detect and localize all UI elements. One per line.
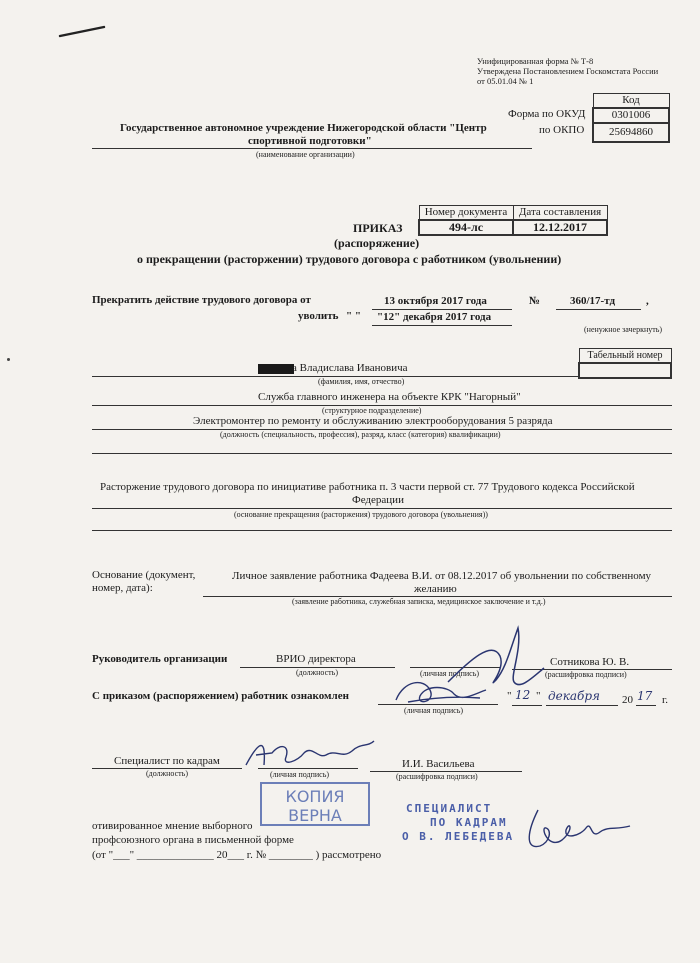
contract-date-line: [372, 309, 512, 310]
ack-month-line: [546, 705, 618, 706]
hr-name-caption: (расшифровка подписи): [396, 772, 478, 781]
pen-mark: [58, 24, 108, 40]
blank-line-1: [92, 453, 672, 454]
dismiss-quote: " ": [346, 310, 361, 322]
org-caption: (наименование организации): [256, 150, 355, 159]
okud-value: 0301006: [593, 108, 669, 123]
dismiss-label: уволить: [298, 310, 339, 322]
ack-day: 12: [515, 688, 531, 702]
redacted-surname: [258, 364, 294, 374]
okud-label: Форма по ОКУД: [508, 108, 586, 120]
head-name-caption: (расшифровка подписи): [545, 670, 627, 679]
hr-name: И.И. Васильева: [402, 758, 475, 770]
grounds-line-2: Федерации: [352, 494, 404, 506]
union-line-2: профсоюзного органа в письменной форме: [92, 834, 294, 846]
doc-date-header: Дата составления: [513, 206, 607, 221]
contract-number: 360/17-тд: [570, 295, 616, 307]
form-line-2: Утверждена Постановлением Госкомстата России: [477, 66, 659, 76]
ack-year-suffix: 17: [637, 689, 653, 703]
doc-number-header: Номер документа: [419, 206, 513, 221]
lebedeva-signature-icon: [520, 800, 640, 860]
basis-text-line-2: желанию: [414, 583, 457, 595]
acknowledge-signature-caption: (личная подпись): [404, 706, 464, 715]
copy-stamp-line-1: КОПИЯ: [285, 787, 345, 806]
ack-quote-open: ": [507, 690, 512, 702]
head-signature-caption: (личная подпись): [420, 669, 480, 678]
employee-signature-icon: [390, 672, 490, 712]
copy-stamp-line-2: ВЕРНА: [288, 806, 342, 825]
doc-date-value: 12.12.2017: [513, 220, 607, 235]
ack-month: декабря: [548, 689, 600, 703]
contract-number-line: [556, 309, 641, 310]
specialist-stamp-line-2: ПО КАДРАМ: [430, 816, 508, 829]
basis-text-line-1: Личное заявление работника Фадеева В.И. от 08.12.2017 об увольнении по собственному: [232, 570, 652, 582]
basis-label-line-1: Основание (документ,: [92, 569, 196, 581]
termination-comma: ,: [646, 295, 649, 307]
blank-line-2: [92, 530, 672, 531]
hr-signature-icon: [240, 735, 380, 775]
specialist-stamp-line-3: О В. ЛЕБЕДЕВА: [402, 830, 515, 843]
ack-year-unit: г.: [662, 694, 669, 706]
punch-dot: [7, 358, 10, 361]
department-caption: (структурное подразделение): [322, 406, 422, 415]
code-header: Код: [593, 94, 669, 109]
doc-number-table: [418, 205, 608, 236]
position: Электромонтер по ремонту и обслуживанию электрооборудования 5 разряда: [193, 415, 553, 427]
position-caption: (должность (специальность, профессия), разряд, класс (категория) квалификации): [220, 430, 501, 439]
hr-position-caption: (должность): [146, 769, 188, 778]
dismiss-date: "12" декабря 2017 года: [377, 311, 492, 323]
doc-description: о прекращении (расторжении) трудового договора с работником (увольнении): [137, 252, 562, 266]
grounds-line: [92, 508, 672, 509]
union-line-3: (от "___" ______________ 20___ г. № ________ ) рассмотрено: [92, 849, 382, 861]
strike-note: (ненужное зачеркнуть): [584, 325, 663, 334]
form-line-3: от 05.01.04 № 1: [477, 76, 534, 86]
ack-day-line: [512, 705, 542, 706]
okpo-label: по ОКПО: [539, 124, 585, 136]
ack-year-prefix: 20: [622, 694, 633, 706]
head-position-caption: (должность): [296, 668, 338, 677]
head-label: Руководитель организации: [92, 653, 228, 665]
form-line-1: Унифицированная форма № Т-8: [477, 56, 594, 66]
copy-stamp: [260, 782, 370, 826]
specialist-stamp-line-1: СПЕЦИАЛИСТ: [406, 802, 493, 815]
ack-quote-close: ": [536, 690, 541, 702]
org-name-line-2: спортивной подготовки": [248, 135, 372, 147]
ack-year-line: [636, 705, 656, 706]
basis-label-line-2: номер, дата):: [92, 582, 153, 594]
dismiss-date-line: [372, 325, 512, 326]
grounds-line-1: Расторжение трудового договора по инициативе работника п. 3 части первой ст. 77 Трудового кодекса Российской: [100, 481, 635, 493]
contract-date: 13 октября 2017 года: [384, 295, 487, 307]
org-name-line-1: Государственное автономное учреждение Нижегородской области "Центр: [120, 122, 487, 134]
tab-number-header: Табельный номер: [579, 349, 671, 364]
employee-name: а Владислава Ивановича: [292, 362, 408, 374]
tab-number-value: [579, 363, 671, 378]
hr-position: Специалист по кадрам: [114, 755, 220, 767]
head-name: Сотникова Ю. В.: [550, 656, 630, 668]
union-line-1: отивированное мнение выборного: [92, 820, 253, 832]
number-sign: №: [529, 295, 541, 307]
grounds-caption: (основание прекращения (расторжения) трудового договора (увольнения)): [234, 510, 488, 519]
doc-subtitle: (распоряжение): [334, 236, 420, 250]
basis-caption: (заявление работника, служебная записка, медицинское заключение и т.д.): [292, 597, 546, 606]
acknowledge-label: С приказом (распоряжением) работник ознакомлен: [92, 690, 349, 702]
org-underline: [92, 148, 532, 149]
codes-table: [592, 93, 670, 143]
doc-title: ПРИКАЗ: [353, 221, 403, 235]
tab-number-table: [578, 348, 672, 379]
head-position: ВРИО директора: [276, 653, 356, 665]
termination-label: Прекратить действие трудового договора от: [92, 294, 311, 306]
hr-signature-caption: (личная подпись): [270, 770, 330, 779]
department: Служба главного инженера на объекте КРК "Нагорный": [258, 391, 521, 403]
okpo-value: 25694860: [593, 123, 669, 142]
doc-number-value: 494-лс: [419, 220, 513, 235]
employee-name-caption: (фамилия, имя, отчество): [318, 377, 405, 386]
